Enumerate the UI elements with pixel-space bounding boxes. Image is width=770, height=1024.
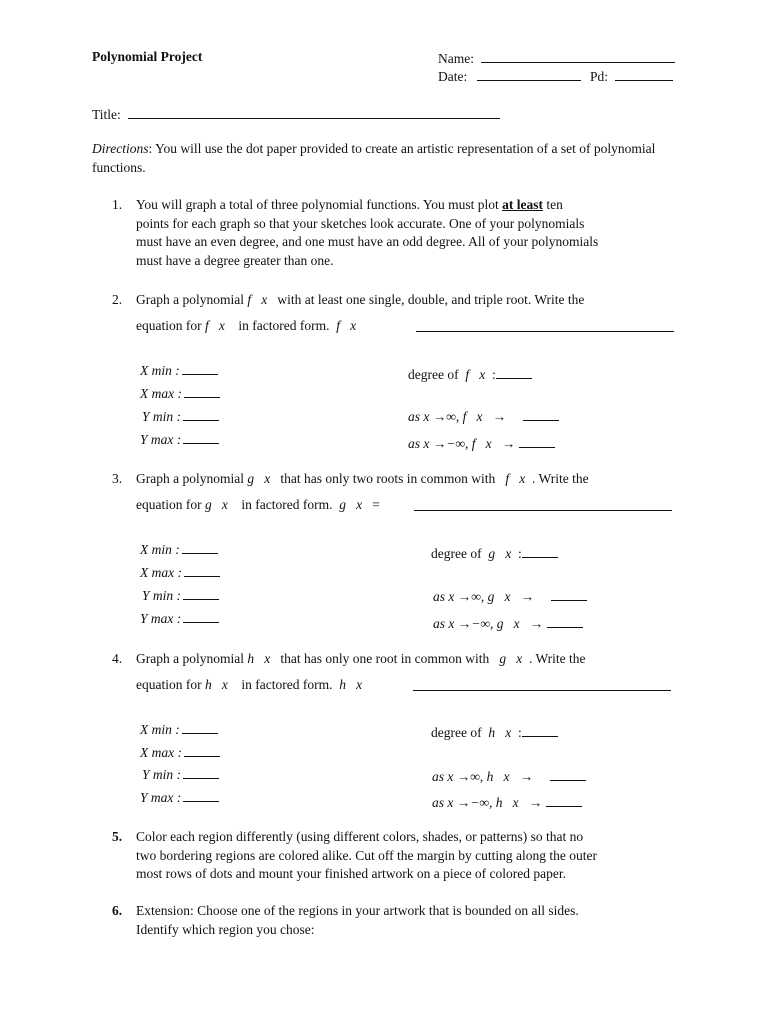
h-equation-field[interactable] (413, 690, 671, 691)
g-ymin-row: Y min : (142, 585, 219, 605)
h-ymin-row: Y min : (142, 764, 219, 784)
h-degree-row: degree of h x : (431, 722, 558, 742)
g-end-pos-field[interactable] (551, 586, 587, 601)
f-xmin-field[interactable] (182, 360, 218, 375)
item-5-line-3: most rows of dots and mount your finished artwork on a piece of colored paper. (136, 866, 567, 881)
h-xmin-field[interactable] (182, 719, 218, 734)
g-xmin-field[interactable] (182, 539, 218, 554)
h-xmax-field[interactable] (184, 742, 220, 757)
directions-text: : You will use the dot paper provided to create an artistic representation of a set of polynomial functions. (92, 141, 656, 175)
h-degree-field[interactable] (522, 722, 558, 737)
g-ymin-field[interactable] (183, 585, 219, 600)
item-1-number: 1. (112, 197, 123, 212)
f-degree-field[interactable] (496, 364, 532, 379)
g-ymax-row: Y max : (140, 608, 219, 628)
g-end-neg-field[interactable] (547, 613, 583, 628)
f-xmax-field[interactable] (184, 383, 220, 398)
date-label: Date: (438, 69, 468, 84)
item-6-line-2: Identify which region you chose: (136, 921, 315, 937)
name-row (438, 48, 675, 68)
date-field[interactable] (477, 66, 581, 81)
f-end-neg-field[interactable] (519, 433, 555, 448)
h-ymax-field[interactable] (183, 787, 219, 802)
name-field[interactable] (481, 48, 675, 63)
item-1-line-4: must have a degree greater than one. (136, 252, 334, 268)
h-ymax-row: Y max : (140, 787, 219, 807)
doc-title-row (92, 104, 500, 124)
directions (92, 140, 692, 177)
item-2-line-1: Graph a polynomial f x with at least one single, double, and triple root. Write the (136, 292, 585, 307)
item-4-number: 4. (112, 651, 123, 666)
f-xmin-row: X min : (140, 360, 218, 380)
item-6-line-1: Extension: Choose one of the regions in your artwork that is bounded on all sides. (136, 903, 579, 918)
h-end-neg-field[interactable] (546, 792, 582, 807)
h-ymin-field[interactable] (183, 764, 219, 779)
g-degree-row: degree of g x : (431, 543, 558, 563)
g-end-behavior-pos: as x →∞, g x → (433, 586, 587, 606)
g-xmax-row: X max : (140, 562, 220, 582)
item-5-line-2: two bordering regions are colored alike. Cut off the margin by cutting along the outer (136, 847, 598, 863)
name-label: Name: (438, 51, 474, 66)
item-4-line-1: Graph a polynomial h x that has only one root in common with g x . Write the (136, 651, 586, 666)
pd-field[interactable] (615, 66, 673, 81)
g-degree-field[interactable] (522, 543, 558, 558)
h-end-behavior-pos: as x →∞, h x → (432, 766, 586, 786)
h-xmin-row: X min : (140, 719, 218, 739)
project-title: Polynomial Project (92, 49, 203, 64)
f-ymax-row: Y max : (140, 429, 219, 449)
g-ymax-field[interactable] (183, 608, 219, 623)
at-least-emphasis: at least (502, 197, 543, 212)
f-xmax-row: X max : (140, 383, 220, 403)
item-4-line-2: equation for h x in factored form. h x (136, 677, 363, 692)
date-row (438, 66, 673, 86)
f-end-behavior-pos: as x →∞, f x → (408, 406, 559, 426)
item-2-line-2: equation for f x in factored form. f x (136, 318, 357, 333)
item-3-line-1: Graph a polynomial g x that has only two roots in common with f x . Write the (136, 471, 589, 486)
g-equation-field[interactable] (414, 510, 672, 511)
g-end-behavior-neg: as x →−∞, g x → (433, 613, 583, 633)
directions-label: Directions (92, 141, 149, 156)
item-1-line-3: must have an even degree, and one must have an odd degree. All of your polynomials (136, 234, 599, 249)
f-ymin-field[interactable] (183, 406, 219, 421)
doc-title-field[interactable] (128, 104, 500, 119)
pd-label: Pd: (590, 69, 609, 84)
doc-title-label: Title: (92, 107, 121, 122)
f-ymin-row: Y min : (142, 406, 219, 426)
f-ymax-field[interactable] (183, 429, 219, 444)
h-end-behavior-neg: as x →−∞, h x → (432, 792, 582, 812)
item-2-number: 2. (112, 292, 123, 307)
item-5-number: 5. (112, 829, 123, 844)
f-end-pos-field[interactable] (523, 406, 559, 421)
item-3-number: 3. (112, 471, 123, 486)
item-1-line-1: You will graph a total of three polynomial functions. You must plot at least ten (136, 197, 563, 212)
h-xmax-row: X max : (140, 742, 220, 762)
f-degree-row: degree of f x : (408, 364, 532, 384)
f-end-behavior-neg: as x →−∞, f x → (408, 433, 555, 453)
item-1-line-2: points for each graph so that your sketches look accurate. One of your polynomials (136, 215, 585, 231)
f-equation-field[interactable] (416, 331, 674, 332)
g-xmin-row: X min : (140, 539, 218, 559)
h-end-pos-field[interactable] (550, 766, 586, 781)
g-xmax-field[interactable] (184, 562, 220, 577)
item-5-line-1: Color each region differently (using different colors, shades, or patterns) so that no (136, 829, 584, 844)
item-3-line-2: equation for g x in factored form. g x = (136, 497, 380, 512)
item-6-number: 6. (112, 903, 123, 918)
